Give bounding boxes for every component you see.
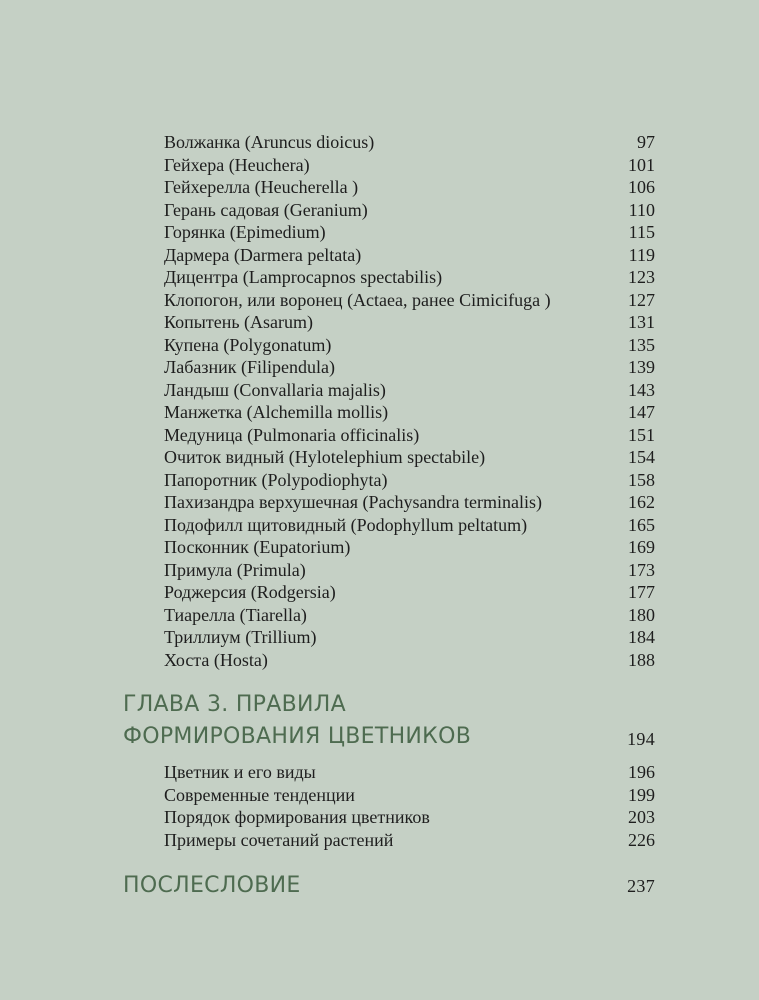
toc-entry [164,199,655,222]
toc-entry [164,536,655,559]
toc-entry-page: 165 [628,514,655,535]
toc-entry-page: 139 [628,357,655,377]
toc-entry-page: 110 [628,199,655,220]
toc-entry [164,514,655,537]
afterword-title: ПОСЛЕСЛОВИЕ [123,873,301,898]
toc-entry [164,379,655,402]
toc-entry [164,221,655,244]
toc-entry-title: Хоста (Hosta) [164,649,268,670]
toc-entry-title: Цветник и его виды [164,762,316,782]
toc-entry-page: 123 [628,267,655,287]
toc-entry-title: Современные тенденции [164,784,355,805]
toc-entry [164,604,655,627]
toc-entry [164,806,655,829]
toc-entry-page: 101 [628,154,655,175]
toc-entry-page: 184 [628,627,655,647]
toc-entry-page: 154 [628,447,655,467]
toc-entry [164,424,655,447]
toc-entry [164,491,655,514]
toc-entry-title: Тиарелла (Tiarella) [164,604,307,625]
toc-entry-page: 97 [637,132,655,152]
chapter-3-page: 194 [627,729,655,749]
toc-entry-title: Порядок формирования цветников [164,807,430,827]
toc-entry-title: Гейхера (Heuchera) [164,154,310,175]
chapter-3-heading [123,689,655,753]
chapter-3-title-line2: ФОРМИРОВАНИЯ ЦВЕТНИКОВ [123,724,472,749]
toc-entry [164,334,655,357]
toc-entry [164,311,655,334]
toc-entry-title: Посконник (Eupatorium) [164,537,351,557]
toc-entry-page: 173 [628,559,655,580]
toc-entry-title: Герань садовая (Geranium) [164,199,368,220]
toc-entry [164,176,655,199]
toc-entry [164,559,655,582]
toc-entry-title: Клопогон, или воронец (Actaea, ранее Cimicifuga ) [164,289,551,310]
toc-entry-page: 162 [628,492,655,512]
toc-entry [164,131,655,154]
toc-entry-title: Очиток видный (Hylotelephium spectabile) [164,447,486,467]
toc-entry-title: Манжетка (Alchemilla mollis) [164,402,389,422]
toc-entry-title: Подофилл щитовидный (Podophyllum peltatum) [164,514,528,535]
toc-entry-page: 188 [628,649,655,670]
toc-entry-page: 169 [628,537,655,557]
toc-entry-title: Триллиум (Trillium) [164,627,317,647]
toc-entry [164,581,655,604]
toc-entry-page: 143 [628,379,655,400]
toc-entry-title: Медуница (Pulmonaria officinalis) [164,424,420,445]
toc-entry [164,244,655,267]
toc-entry-title: Ландыш (Convallaria majalis) [164,379,386,400]
toc-entry-title: Горянка (Epimedium) [164,222,326,242]
toc-entry-title: Гейхерелла (Heucherella ) [164,177,359,197]
toc-entry [164,446,655,469]
toc-entry-title: Дицентра (Lamprocapnos spectabilis) [164,267,443,287]
toc-entry-title: Примула (Primula) [164,559,306,580]
toc-entry-page: 115 [628,222,655,242]
toc-entry-page: 147 [628,402,655,422]
toc-entry [164,469,655,492]
chapter-3-title-line1: ГЛАВА 3. ПРАВИЛА [123,692,346,717]
toc-entry-page: 135 [628,334,655,355]
toc-entry-page: 119 [628,244,655,265]
toc-entry [164,829,655,852]
toc-entry-page: 151 [628,424,655,445]
toc-entry-page: 127 [628,289,655,310]
toc-entry [164,356,655,379]
toc-entry-title: Лабазник (Filipendula) [164,357,335,377]
afterword-page: 237 [627,876,655,896]
toc-entry [164,266,655,289]
toc-entry-page: 158 [628,469,655,490]
toc-entry [164,649,655,672]
toc-entry [164,289,655,312]
toc-entry-page: 203 [628,807,655,827]
toc-entry-title: Волжанка (Aruncus dioicus) [164,132,375,152]
toc-entry-page: 196 [628,762,655,782]
toc-entry [164,784,655,807]
toc-entries-chapter3 [164,761,655,851]
toc-entry-title: Папоротник (Polypodiophyta) [164,469,388,490]
toc-entry [164,761,655,784]
toc-entry-page: 131 [628,312,655,332]
toc-entry [164,154,655,177]
toc-entry-page: 177 [628,582,655,602]
toc-entry-title: Пахизандра верхушечная (Pachysandra terminalis) [164,492,542,512]
afterword-heading [123,870,655,902]
toc-entry-title: Роджерсия (Rodgersia) [164,582,336,602]
toc-entry [164,626,655,649]
toc-entries-chapter2 [164,131,655,671]
toc-entry-page: 106 [628,177,655,197]
toc-entry-title: Дармера (Darmera peltata) [164,244,362,265]
toc-entry-title: Купена (Polygonatum) [164,334,332,355]
toc-entry-title: Копытень (Asarum) [164,312,314,332]
toc-entry-page: 226 [628,829,655,850]
toc-entry-page: 180 [628,604,655,625]
toc-entry-title: Примеры сочетаний растений [164,829,394,850]
toc-entry-page: 199 [628,784,655,805]
toc-entry [164,401,655,424]
